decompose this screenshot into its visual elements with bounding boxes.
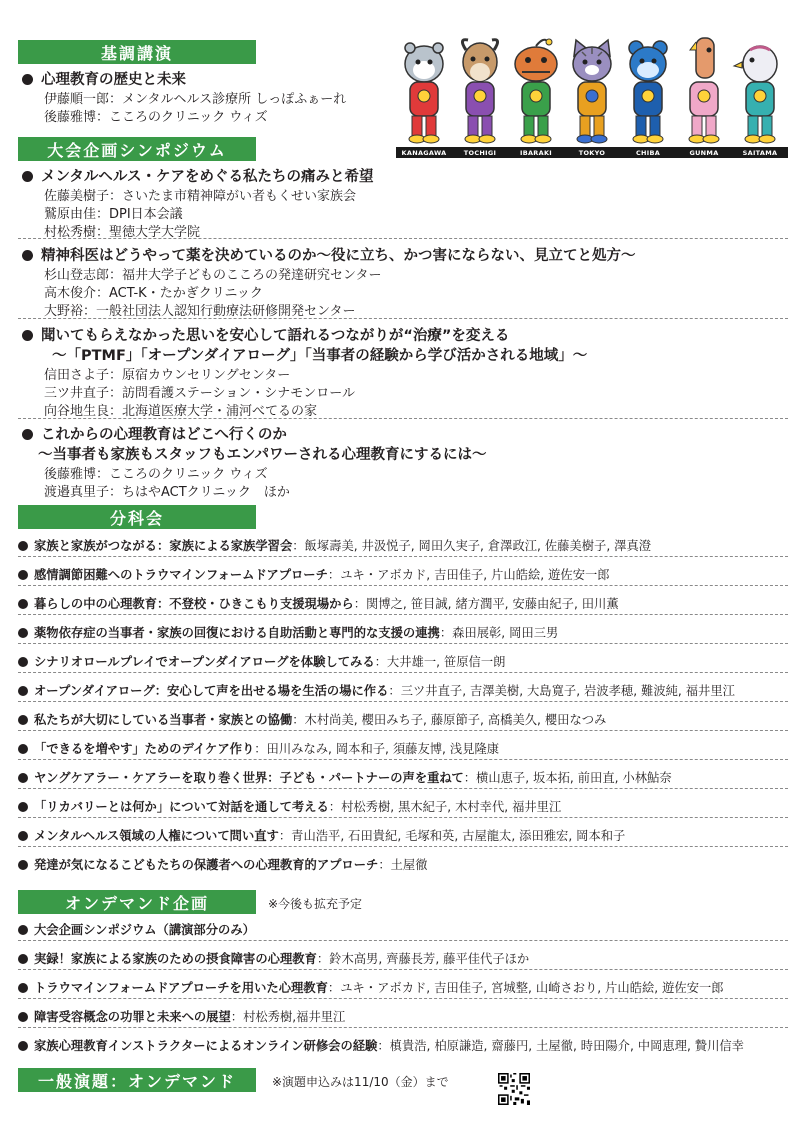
bullet-icon [18,831,28,841]
mascot-illustration [396,36,790,158]
keynote-speaker: 伊藤順一郎：メンタルヘルス診療所 しっぽふぁーれ [44,92,347,107]
bullet-icon [18,570,28,580]
symposium-title: 精神科医はどうやって薬を決めているのか～役に立ち、かつ害にならない、見立てと処方～ [22,244,636,265]
qr-code-icon[interactable] [498,1073,530,1105]
bullet-icon [22,330,33,341]
bullet-icon [18,983,28,993]
symposium-subtitle: ～「PTMF」「オープンダイアローグ」「当事者の経験から学び活かされる地域」～ [52,348,588,364]
list-item: 薬物依存症の当事者・家族の回復における自助活動と専門的な支援の連携：森田展彰, 岡田三男 [18,623,788,641]
general-header: 一般演題：オンデマンド [18,1068,256,1092]
bullet-icon [18,860,28,870]
mascot-label: IBARAKI [508,147,564,158]
divider [18,998,788,999]
bullet-icon [18,686,28,696]
divider [18,940,788,941]
bullet-icon [22,250,33,261]
bullet-icon [18,1012,28,1022]
bullet-icon [18,925,28,935]
divider [18,1027,788,1028]
keynote-speaker: 後藤雅博：こころのクリニック ウィズ [44,110,268,125]
divider [18,418,788,419]
divider [18,238,788,239]
symposium-speaker: 三ツ井直子：訪問看護ステーション・シナモンロール [44,386,355,401]
symposium-title: メンタルヘルス・ケアをめぐる私たちの痛みと希望 [22,165,373,186]
ondemand-note: ※今後も拡充予定 [268,897,363,911]
symposium-speaker: 後藤雅博：こころのクリニック ウィズ [44,467,268,482]
list-item: 実録！家族による家族のための摂食障害の心理教育：鈴木高男, 齊藤長芳, 藤平佳代子ほか [18,949,788,967]
goat-mascot-icon [452,36,508,144]
bullet-icon [18,773,28,783]
bullet-icon [22,429,33,440]
keynote-header: 基調講演 [18,40,256,64]
bullet-icon [18,954,28,964]
list-item: 発達が気になるこどもたちの保護者への心理教育的アプローチ：土屋徹 [18,855,788,873]
list-item: 感情調節困難へのトラウマインフォームドアプローチ：ユキ・アボカド, 吉田佳子, 片山皓絵, 遊佐安一郎 [18,565,788,583]
divider [18,730,788,731]
list-item: 「できるを増やす」ためのデイケア作り：田川みなみ, 岡本和子, 須藤友博, 浅見隆康 [18,739,788,757]
squirrel-mascot-icon [396,36,452,144]
divider [18,614,788,615]
list-item: メンタルヘルス領域の人権について問い直す：青山浩平, 石田貴紀, 毛塚和英, 古屋龍太, 添田雅宏, 岡本和子 [18,826,788,844]
symposium-speaker: 村松秀樹：聖徳大学大学院 [44,225,201,240]
mascot-label: TOCHIGI [452,147,508,158]
divider [18,672,788,673]
mascot-label: KANAGAWA [396,147,452,158]
bullet-icon [18,541,28,551]
divider [18,643,788,644]
mascot-label: SAITAMA [732,147,788,158]
list-item: 障害受容概念の功罪と未来への展望：村松秀樹,福井里江 [18,1007,788,1025]
bullet-icon [18,744,28,754]
symposium-title: 聞いてもらえなかった思いを安心して語れるつながりが“治療”を変える [22,324,509,345]
bullet-icon [18,802,28,812]
bullet-icon [22,74,33,85]
divider [18,585,788,586]
symposium-speaker: 鷲原由佳：DPI日本会議 [44,207,183,222]
bullet-icon [22,171,33,182]
bullet-icon [18,628,28,638]
symposium-speaker: 杉山登志郎：福井大学子どものこころの発達研究センター [44,268,382,283]
divider [18,817,788,818]
bullet-icon [18,599,28,609]
symposium-title: これからの心理教育はどこへ行くのか [22,423,287,444]
symposium-speaker: 向谷地生良：北海道医療大学・浦河べてるの家 [44,404,318,419]
divider [18,969,788,970]
symposium-speaker: 高木俊介：ACT-K・たかぎクリニック [44,286,263,301]
symposium-header: 大会企画シンポジウム [18,137,256,161]
symposium-speaker: 佐藤美樹子：さいたま市精神障がい者もくせい家族会 [44,189,357,204]
bunkakai-header: 分科会 [18,505,256,529]
horse-mascot-icon [676,36,732,144]
list-item: ヤングケアラー・ケアラーを取り巻く世界：子ども・パートナーの声を重ねて：横山恵子, 坂本拓, 前田直, 小林鮎奈 [18,768,788,786]
list-item: 私たちが大切にしている当事者・家族との協働：木村尚美, 櫻田みち子, 藤原節子, 高橋美久, 櫻田なつみ [18,710,788,728]
divider [18,701,788,702]
keynote-title: 心理教育の歴史と未来 [22,68,186,89]
list-item: 家族心理教育インストラクターによるオンライン研修会の経験：槙貴浩, 柏原謙造, 齋藤円, 土屋徹, 時田陽介, 中岡恵理, 贄川信幸 [18,1036,788,1054]
general-note: ※演題申込みは11/10（金）まで [272,1075,449,1089]
bullet-icon [18,657,28,667]
ondemand-header: オンデマンド企画 [18,890,256,914]
list-item: トラウマインフォームドアプローチを用いた心理教育：ユキ・アボカド, 吉田佳子, 宮城整, 山崎さおり, 片山皓絵, 遊佐安一郎 [18,978,788,996]
divider [18,759,788,760]
mascot-label: GUNMA [676,147,732,158]
mascot-label: TOKYO [564,147,620,158]
list-item: 「リカバリーとは何か」について対話を通して考える：村松秀樹, 黒木紀子, 木村幸代, 福井里江 [18,797,788,815]
symposium-speaker: 大野裕：一般社団法人認知行動療法研修開発センター [44,304,356,319]
symposium-speaker: 渡邉真里子：ちはやACTクリニック ほか [44,485,290,500]
list-item: シナリオロールプレイでオープンダイアローグを体験してみる：大井雄一, 笹原信一朗 [18,652,788,670]
bird-mascot-icon [732,36,788,144]
symposium-speaker: 信田さよ子：原宿カウンセリングセンター [44,368,291,383]
list-item: 家族と家族がつながる：家族による家族学習会：飯塚壽美, 井汲悦子, 岡田久実子, 倉澤政江, 佐藤美樹子, 澤真澄 [18,536,788,554]
mouse-mascot-icon [620,36,676,144]
divider [18,788,788,789]
symposium-subtitle: ～当事者も家族もスタッフもエンパワーされる心理教育にするには～ [38,447,487,463]
list-item: オープンダイアローグ：安心して声を出せる場を生活の場に作る：三ツ井直子, 吉澤美樹, 大島寛子, 岩波孝穂, 難波純, 福井里江 [18,681,788,699]
mascot-label: CHIBA [620,147,676,158]
divider [18,556,788,557]
bullet-icon [18,1041,28,1051]
divider [18,318,788,319]
list-item: 大会企画シンポジウム（講演部分のみ） [18,920,788,938]
bullet-icon [18,715,28,725]
anglerfish-mascot-icon [508,36,564,144]
cat-mascot-icon [564,36,620,144]
divider [18,846,788,847]
list-item: 暮らしの中の心理教育：不登校・ひきこもり支援現場から：関博之, 笹目誠, 緒方潤平, 安藤由紀子, 田川薫 [18,594,788,612]
